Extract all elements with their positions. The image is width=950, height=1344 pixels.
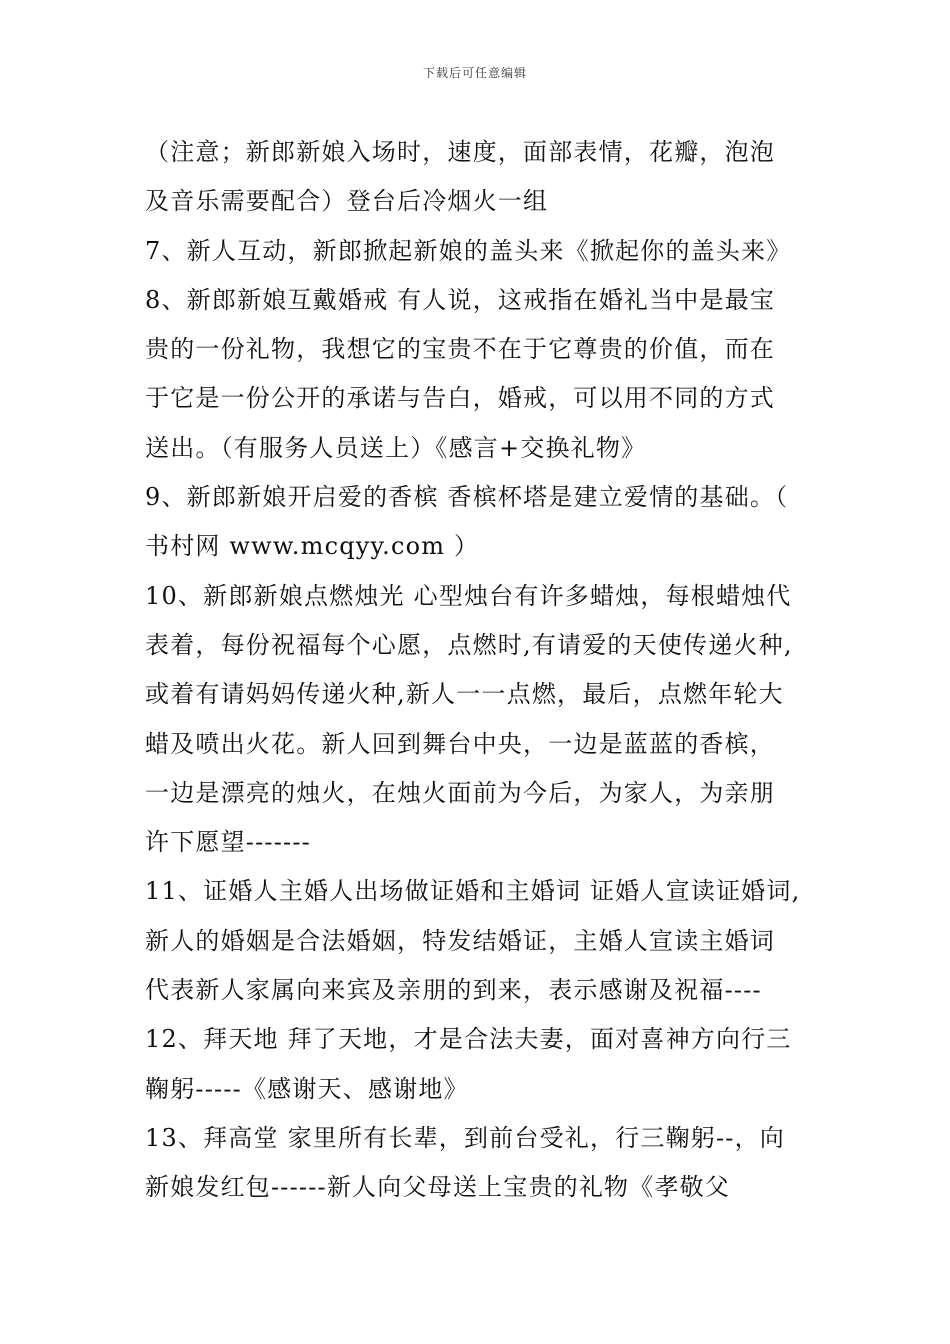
page-header: 下载后可任意编辑 xyxy=(422,66,527,80)
text-line: 一边是漂亮的烛火，在烛火面前为今后，为家人，为亲朋 xyxy=(145,778,775,807)
text-line: 送出。（有服务人员送上）《感言+交换礼物》 xyxy=(145,433,647,462)
text-line: 许下愿望------- xyxy=(145,828,311,857)
text-line: 书村网 www.mcqyy.com ） xyxy=(145,532,480,561)
text-line: （注意；新郎新娘入场时，速度，面部表情，花瓣，泡泡 xyxy=(145,138,775,166)
text-line: 或着有请妈妈传递火种,新人一一点燃，最后，点燃年轮大 xyxy=(145,680,784,709)
text-line: 7、新人互动，新郎掀起新娘的盖头来《掀起你的盖头来》 xyxy=(145,236,792,265)
text-line: 10、新郎新娘点燃烛光 心型烛台有许多蜡烛，每根蜡烛代 xyxy=(145,581,792,610)
text-line: 9、新郎新娘开启爱的香槟 香槟杯塔是建立爱情的基础。（ xyxy=(145,483,789,512)
text-line: 8、新郎新娘互戴婚戒 有人说，这戒指在婚礼当中是最宝 xyxy=(145,285,776,314)
text-line: 及音乐需要配合）登台后冷烟火一组 xyxy=(145,187,549,216)
text-line: 12、拜天地 拜了天地，才是合法夫妻，面对喜神方向行三 xyxy=(145,1025,792,1054)
text-line: 代表新人家属向来宾及亲朋的到来，表示感谢及祝福---- xyxy=(145,976,762,1005)
text-line: 鞠躬-----《感谢天、感谢地》 xyxy=(145,1074,469,1103)
text-line: 新娘发红包------新人向父母送上宝贵的礼物《孝敬父 xyxy=(145,1173,731,1202)
text-line: 表着，每份祝福每个心愿，点燃时,有请爱的天使传递火种, xyxy=(145,630,793,659)
document-body xyxy=(145,128,825,1213)
text-line: 蜡及喷出火花。新人回到舞台中央，一边是蓝蓝的香槟， xyxy=(145,729,775,758)
text-line: 13、拜高堂 家里所有长辈，到前台受礼，行三鞠躬--，向 xyxy=(145,1123,785,1152)
text-line: 新人的婚姻是合法婚姻，特发结婚证，主婚人宣读主婚词 xyxy=(145,926,775,955)
text-line: 贵的一份礼物，我想它的宝贵不在于它尊贵的价值，而在 xyxy=(145,335,775,364)
text-line: 于它是一份公开的承诺与告白，婚戒，可以用不同的方式 xyxy=(145,384,775,413)
text-line: 11、证婚人主婚人出场做证婚和主婚词 证婚人宣读证婚词, xyxy=(145,877,801,906)
